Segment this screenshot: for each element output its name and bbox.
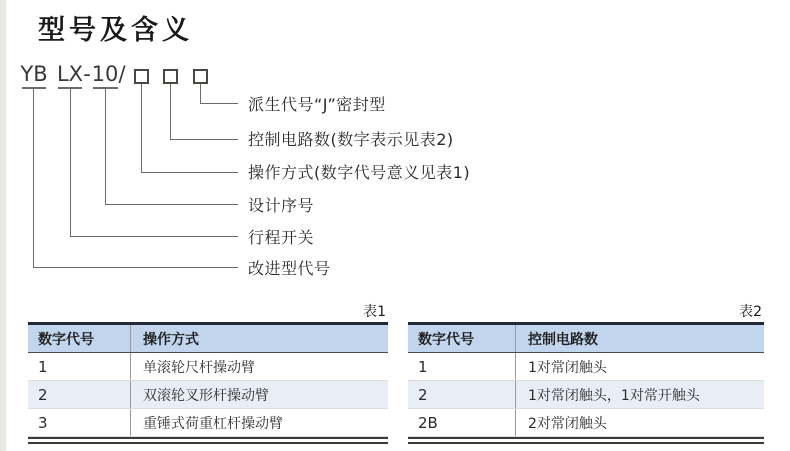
table-bottom-double-line: [28, 437, 388, 444]
cell-code: 2B: [418, 413, 438, 432]
connector-horizontal-box1: [141, 172, 238, 173]
connector-vertical-box2: [170, 84, 171, 139]
cell-desc: 1对常闭触头: [515, 353, 764, 380]
connector-vertical-lx: [70, 88, 71, 236]
cell-code: 1: [38, 357, 48, 376]
header-cell-operation: 操作方式: [130, 325, 388, 352]
cell-code: 2: [418, 385, 428, 404]
connector-horizontal-box2: [170, 139, 238, 140]
table-row: [28, 353, 388, 381]
connector-vertical-box1: [141, 84, 142, 172]
model-part-dash: -: [83, 62, 91, 86]
model-part-yb: YB: [20, 62, 48, 86]
cell-desc: 双滚轮叉形杆操动臂: [130, 381, 388, 408]
connector-horizontal-box3: [200, 103, 238, 104]
table-bottom-double-line: [408, 437, 764, 444]
header-cell-circuits: 控制电路数: [515, 325, 764, 352]
cell-code: 1: [418, 357, 428, 376]
header-cell-code: 数字代号: [418, 331, 474, 348]
model-part-lx: LX: [56, 62, 84, 86]
table-1: [28, 304, 388, 444]
connector-horizontal-yb: [33, 267, 238, 268]
cell-desc: 单滚轮尺杆操动臂: [130, 353, 388, 380]
model-placeholder-box-1: [134, 69, 149, 84]
table-2-caption: 表2: [739, 304, 762, 320]
table-row: [28, 381, 388, 409]
table-2: [408, 304, 764, 444]
callout-derived-code: 派生代号“J”密封型: [248, 95, 386, 114]
table-row: [408, 381, 764, 409]
page-title: 型号及含义: [38, 15, 193, 46]
page-edge-strip: [0, 0, 6, 451]
table-row: [408, 353, 764, 381]
cell-desc: 重锤式荷重杠杆操动臂: [130, 409, 388, 436]
header-cell-code: 数字代号: [38, 331, 94, 348]
connector-vertical-ten: [105, 88, 106, 204]
table-row: [408, 409, 764, 437]
callout-design-number: 设计序号: [248, 196, 315, 215]
cell-desc: 2对常闭触头: [515, 409, 764, 436]
callout-control-circuits: 控制电路数(数字表示见表2): [248, 130, 454, 149]
model-part-slash: /: [118, 62, 126, 86]
callout-improved-code: 改进型代号: [248, 259, 331, 278]
cell-desc: 1对常闭触头，1对常开触头: [515, 381, 764, 408]
callout-travel-switch: 行程开关: [248, 228, 315, 247]
table-1-header-row: [28, 325, 388, 353]
connector-horizontal-lx: [70, 236, 238, 237]
model-placeholder-box-3: [193, 69, 208, 84]
table-2-header-row: [408, 325, 764, 353]
table-row: [28, 409, 388, 437]
underline-yb: [22, 87, 46, 89]
cell-code: 3: [38, 413, 48, 432]
connector-vertical-yb: [33, 88, 34, 267]
model-part-ten: 10: [91, 62, 119, 86]
table-1-caption: 表1: [363, 304, 386, 320]
cell-code: 2: [38, 385, 48, 404]
callout-operation-mode: 操作方式(数字代号意义见表1): [248, 163, 471, 182]
connector-vertical-box3: [200, 84, 201, 103]
connector-horizontal-ten: [105, 204, 238, 205]
model-placeholder-box-2: [163, 69, 178, 84]
